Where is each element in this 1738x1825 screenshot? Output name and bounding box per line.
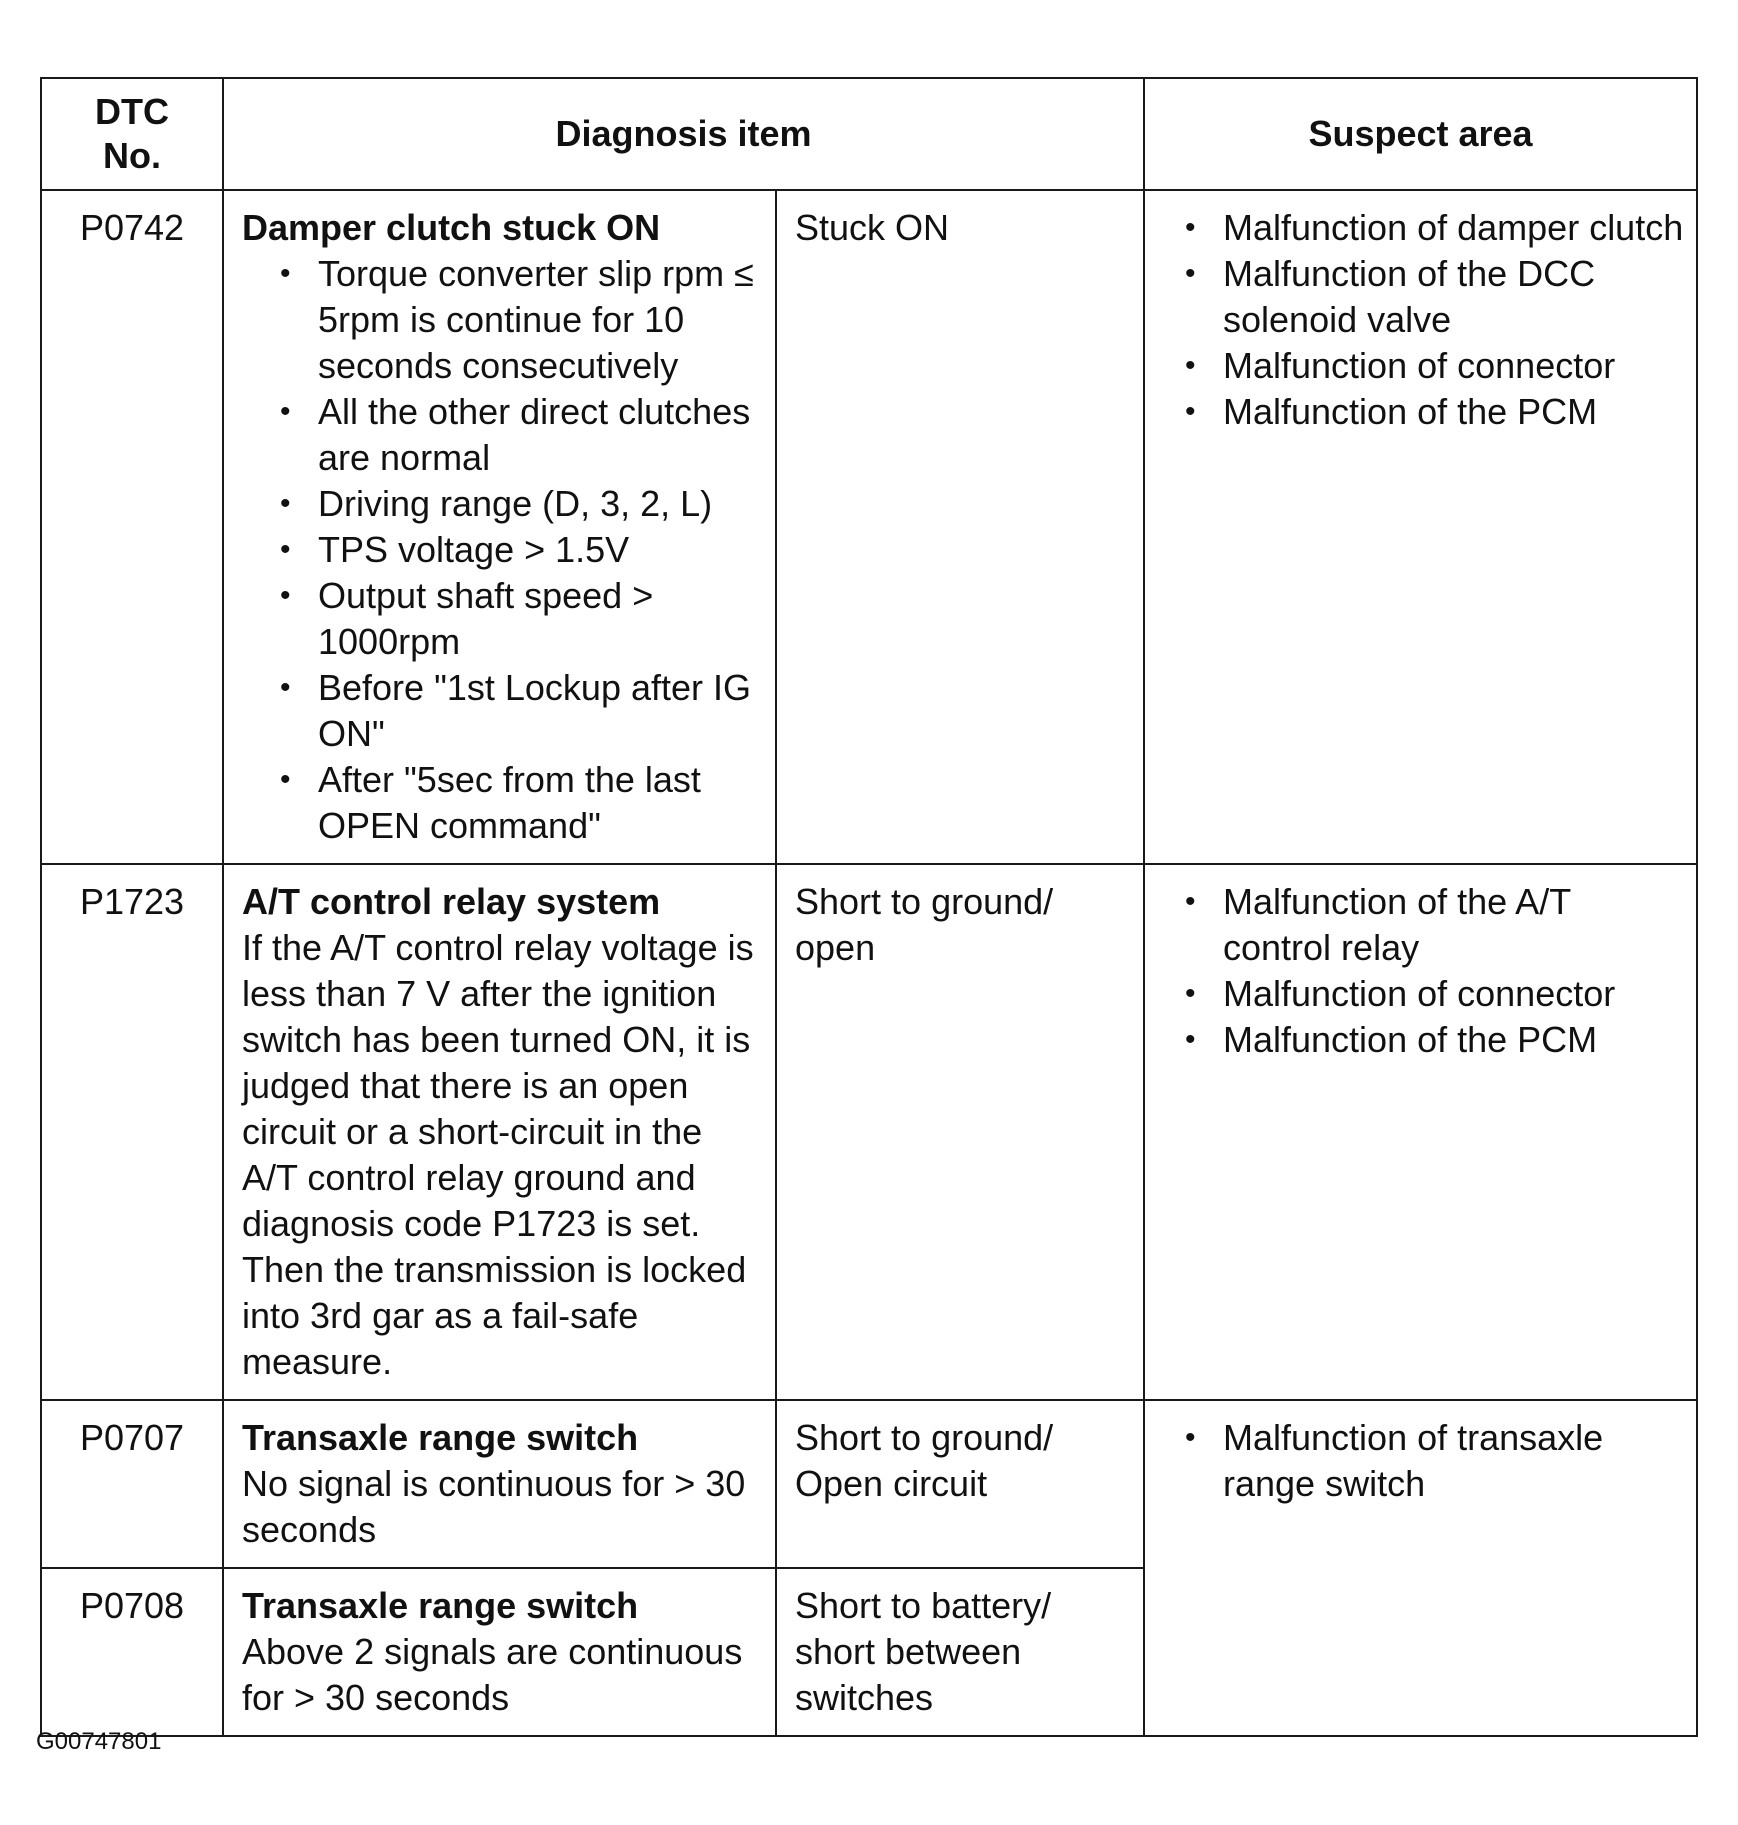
dtc-code: P0707 [41, 1400, 223, 1568]
table-row [41, 864, 1697, 1400]
dtc-table-container [40, 77, 1696, 1737]
suspect-item: • Malfunction of connector [1185, 343, 1686, 389]
diagnosis-title: A/T control relay system [242, 881, 661, 922]
suspect-list [1185, 1415, 1686, 1507]
diagnosis-title: Transaxle range switch [242, 1417, 639, 1458]
criteria-item: • All the other direct clutches are normal [280, 389, 765, 481]
fault-condition: Short to ground/ open [776, 864, 1144, 1400]
diagnosis-description: No signal is continuous for > 30 seconds [242, 1463, 746, 1550]
criteria-item: • After "5sec from the last OPEN command" [280, 757, 765, 849]
suspect-item: • Malfunction of transaxle range switch [1185, 1415, 1686, 1507]
suspect-item: • Malfunction of the DCC solenoid valve [1185, 251, 1686, 343]
suspect-item: • Malfunction of damper clutch [1185, 205, 1686, 251]
suspect-item: • Malfunction of the PCM [1185, 1017, 1686, 1063]
header-suspect-area: Suspect area [1144, 78, 1697, 190]
criteria-item: • Output shaft speed > 1000rpm [280, 573, 765, 665]
suspect-area [1144, 864, 1697, 1400]
suspect-list [1185, 879, 1686, 1063]
header-dtc-no-text: DTC No. [95, 91, 169, 176]
suspect-item: • Malfunction of connector [1185, 971, 1686, 1017]
header-diagnosis-item: Diagnosis item [223, 78, 1144, 190]
dtc-table [40, 77, 1698, 1737]
criteria-item: • Torque converter slip rpm ≤ 5rpm is continue for 10 seconds consecutively [280, 251, 765, 389]
fault-condition: Short to ground/ Open circuit [776, 1400, 1144, 1568]
dtc-code: P0708 [41, 1568, 223, 1736]
suspect-item: • Malfunction of the PCM [1185, 389, 1686, 435]
diagnosis-title: Transaxle range switch [242, 1585, 639, 1626]
criteria-item: • Driving range (D, 3, 2, L) [280, 481, 765, 527]
table-row [41, 1400, 1697, 1568]
dtc-code: P1723 [41, 864, 223, 1400]
suspect-list [1185, 205, 1686, 435]
diagnosis-item [223, 1568, 776, 1736]
suspect-area [1144, 190, 1697, 864]
suspect-area [1144, 1400, 1697, 1736]
table-row [41, 190, 1697, 864]
diagnosis-item [223, 190, 776, 864]
diagnosis-description: Above 2 signals are continuous for > 30 seconds [242, 1631, 743, 1718]
diagnosis-item [223, 864, 776, 1400]
criteria-list [242, 251, 765, 849]
criteria-item: • Before "1st Lockup after IG ON" [280, 665, 765, 757]
figure-id: G00747801 [36, 1728, 162, 1755]
diagnosis-item [223, 1400, 776, 1568]
header-dtc-no [41, 78, 223, 190]
criteria-item: • TPS voltage > 1.5V [280, 527, 765, 573]
header-row [41, 78, 1697, 190]
diagnosis-description: If the A/T control relay voltage is less than 7 V after the ignition switch has been turned ON, it is judged that there is an open circuit or a short-circuit in the A/T control relay ground and diagnosis code P1723 is set. Then the transmission is locked into 3rd gar as a fail-safe measure. [242, 927, 754, 1382]
diagnosis-title: Damper clutch stuck ON [242, 207, 661, 248]
suspect-item: • Malfunction of the A/T control relay [1185, 879, 1686, 971]
fault-condition: Short to battery/ short between switches [776, 1568, 1144, 1736]
fault-condition: Stuck ON [776, 190, 1144, 864]
dtc-code: P0742 [41, 190, 223, 864]
